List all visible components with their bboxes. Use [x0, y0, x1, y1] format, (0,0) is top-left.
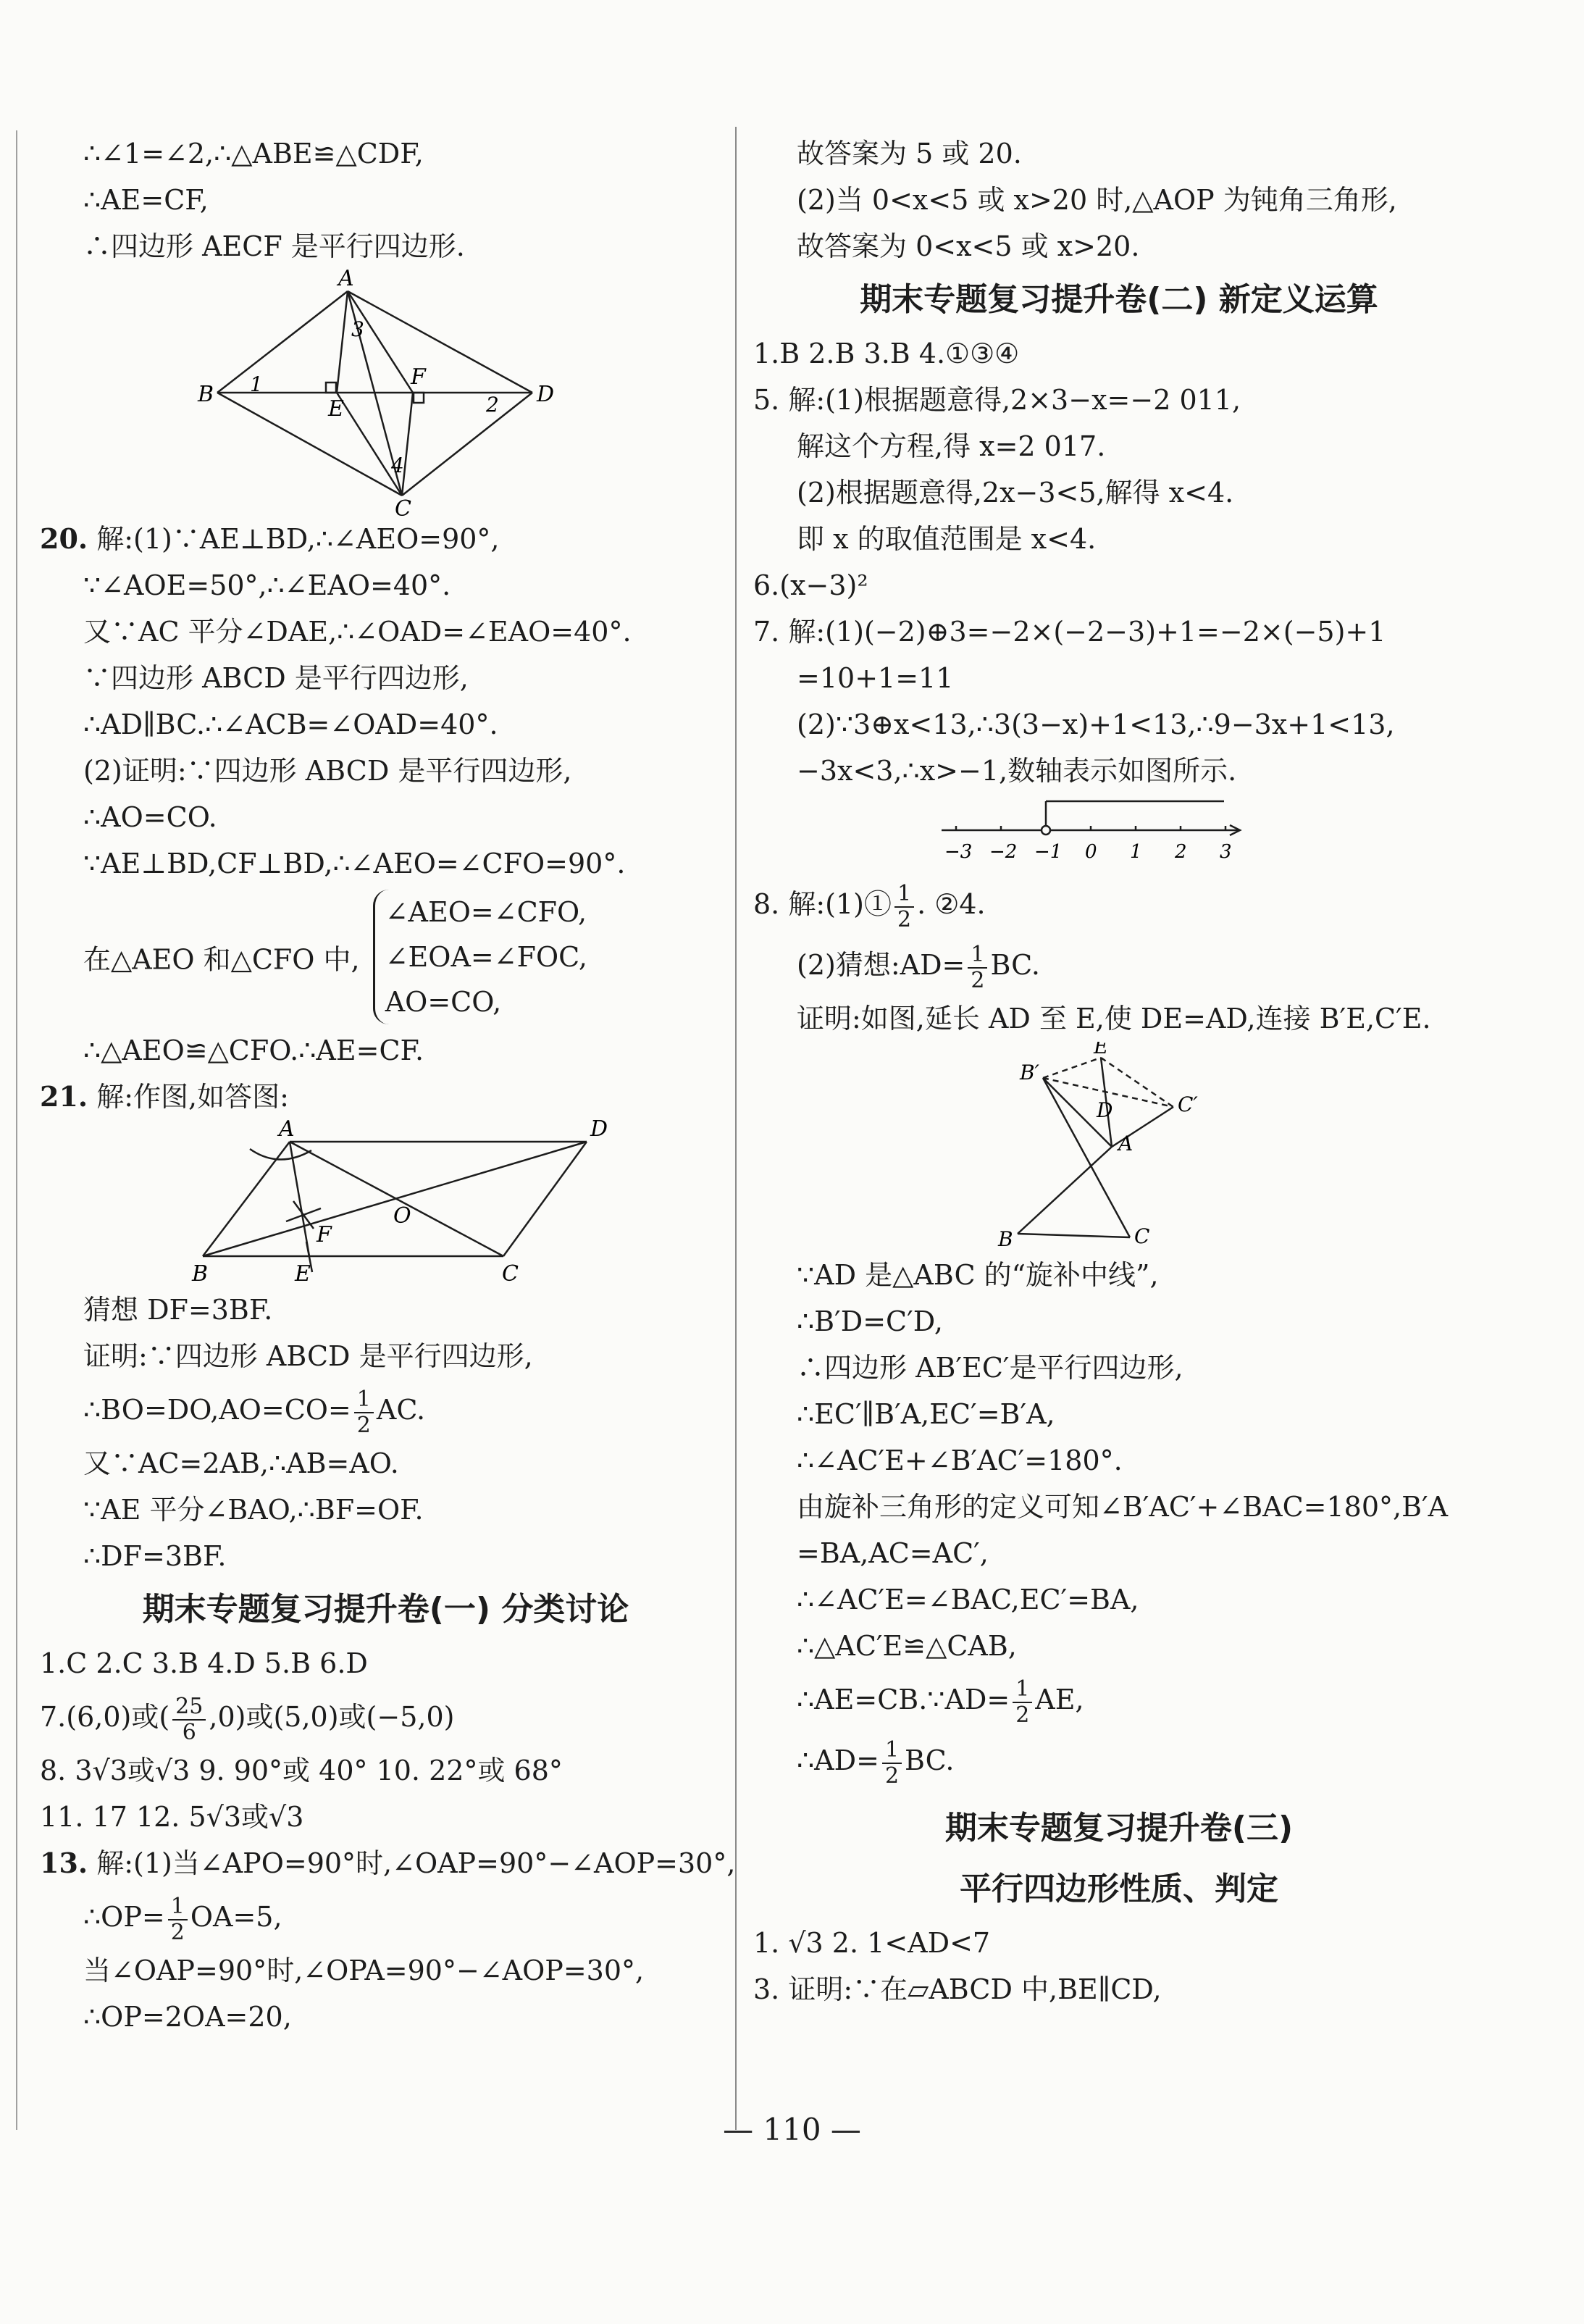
label-d: D	[590, 1120, 608, 1142]
text-line: ∴OP=2OA=20,	[83, 2001, 292, 2033]
column-divider	[735, 127, 737, 2130]
text-line: (2)根据题意得,2x−3<5,解得 x<4.	[797, 477, 1234, 509]
text-fragment: ∴BO=DO,AO=CO=	[83, 1394, 351, 1426]
equation-system-line	[40, 890, 732, 1024]
fraction	[968, 942, 987, 993]
label-f: F	[317, 1222, 332, 1247]
fraction-line	[753, 1669, 1485, 1730]
text-line: 又∵AC 平分∠DAE,∴∠OAD=∠EAO=40°.	[83, 616, 632, 648]
answer-line: 1.B 2.B 3.B 4.①③④	[753, 338, 1020, 369]
text-line: ∴DF=3BF.	[83, 1540, 227, 1572]
text-line: 3. 证明:∵在▱ABCD 中,BE∥CD,	[753, 1973, 1162, 2005]
label-o: O	[393, 1203, 411, 1229]
text-line: (2)证明:∵四边形 ABCD 是平行四边形,	[83, 755, 572, 787]
text-line: 证明:如图,延长 AD 至 E,使 DE=AD,连接 B′E,C′E.	[797, 1003, 1431, 1034]
tick-label: −1	[1034, 841, 1063, 863]
label-f: F	[411, 364, 426, 390]
fraction-line	[753, 935, 1485, 995]
right-column	[753, 130, 1485, 2012]
text-line: −3x<3,∴x>−1,数轴表示如图所示.	[797, 755, 1237, 787]
fraction-numerator: 1	[882, 1738, 902, 1764]
text-line: 证明:∵四边形 ABCD 是平行四边形,	[83, 1340, 533, 1372]
fraction-line	[40, 1379, 732, 1440]
figure-2-svg	[40, 1120, 732, 1287]
fraction-denominator: 2	[971, 967, 985, 993]
tick-label: 2	[1175, 841, 1187, 863]
text-line: ∴AD∥BC.∴∠ACB=∠OAD=40°.	[83, 709, 498, 740]
label-b: B	[198, 382, 214, 407]
section-title: 期末专题复习提升卷(三)	[944, 1810, 1294, 1847]
fraction-numerator: 1	[968, 942, 987, 969]
text-fragment: ∴AE=CB.∵AD=	[797, 1684, 1010, 1715]
text-line: ∴△AC′E≌△CAB,	[797, 1630, 1017, 1662]
text-line: 解:(1)当∠APO=90°时,∠OAP=90°−∠AOP=30°,	[96, 1847, 736, 1879]
text-line: (2)∵3⊕x<13,∴3(3−x)+1<13,∴9−3x+1<13,	[797, 709, 1395, 740]
tick-label: −3	[944, 841, 973, 863]
tick-label: 3	[1220, 841, 1232, 863]
label-c: C	[1134, 1224, 1150, 1248]
text-fragment: (2)猜想:AD=	[797, 949, 965, 981]
label-e: E	[328, 396, 344, 422]
text-line: ∴EC′∥B′A,EC′=B′A,	[797, 1398, 1055, 1430]
question-21	[40, 1074, 732, 1120]
text-fragment: AE,	[1035, 1684, 1084, 1715]
text-fragment: 7.(6,0)或(	[40, 1701, 170, 1733]
text-line: 当∠OAP=90°时,∠OPA=90°−∠AOP=30°,	[83, 1955, 645, 1986]
text-fragment: 8. 解:(1)①	[753, 888, 892, 920]
text-fragment: AC.	[376, 1394, 426, 1426]
number-line-svg	[753, 794, 1485, 874]
label-d: D	[1097, 1098, 1113, 1122]
question-number: 13.	[40, 1847, 88, 1879]
fraction-numerator: 1	[1013, 1677, 1032, 1703]
fraction-line	[40, 1886, 732, 1947]
fraction-numerator: 1	[168, 1894, 188, 1920]
text-line: 5. 解:(1)根据题意得,2×3−x=−2 011,	[753, 384, 1241, 416]
section-subtitle: 平行四边形性质、判定	[960, 1871, 1278, 1907]
figure-rotation-triangle	[753, 1042, 1485, 1252]
fraction-line	[40, 1686, 732, 1747]
label-c: C	[395, 496, 411, 516]
text-line: ∴四边形 AECF 是平行四边形.	[83, 230, 465, 262]
figure-3-svg	[753, 1042, 1485, 1252]
tick-label: 1	[1130, 841, 1142, 863]
fraction-numerator: 1	[354, 1387, 374, 1413]
text-line: 又∵AC=2AB,∴AB=AO.	[83, 1447, 399, 1479]
figure-parallelogram-aecf	[40, 269, 732, 516]
question-number: 21.	[40, 1080, 88, 1113]
label-b: B	[192, 1261, 209, 1287]
text-line: ∵四边形 ABCD 是平行四边形,	[83, 662, 469, 694]
label-e: E	[295, 1261, 311, 1287]
fraction-denominator: 2	[1015, 1702, 1030, 1728]
fraction-denominator: 2	[356, 1412, 371, 1438]
text-fragment: OA=5,	[190, 1901, 282, 1933]
text-line: ∵AD 是△ABC 的“旋补中线”,	[797, 1259, 1159, 1291]
text-line: 即 x 的取值范围是 x<4.	[797, 523, 1097, 555]
figure-parallelogram-abcd	[40, 1120, 732, 1287]
text-line: 解:(1)∵AE⊥BD,∴∠AEO=90°,	[96, 523, 500, 555]
figure-1-svg	[40, 269, 732, 516]
text-fragment: BC.	[990, 949, 1040, 981]
label-c: C	[502, 1261, 519, 1287]
tick-label: 0	[1085, 841, 1097, 863]
text-line: 解:作图,如答图:	[96, 1081, 289, 1113]
tick-label: −2	[989, 841, 1018, 863]
text-line: ∵∠AOE=50°,∴∠EAO=40°.	[83, 569, 451, 601]
text-line: ∴∠1=∠2,∴△ABE≌△CDF,	[83, 138, 424, 170]
fraction	[354, 1387, 374, 1438]
left-margin-rule	[16, 130, 17, 2130]
equation: AO=CO,	[385, 986, 502, 1018]
text-line: ∴AO=CO.	[83, 801, 217, 833]
text-line: ∴∠AC′E+∠B′AC′=180°.	[797, 1445, 1123, 1476]
text-line: 7. 解:(1)(−2)⊕3=−2×(−2−3)+1=−2×(−5)+1	[753, 616, 1386, 648]
fraction-numerator: 25	[172, 1694, 206, 1721]
text-line: =10+1=11	[797, 662, 954, 694]
text-line: ∴AE=CF,	[83, 184, 209, 216]
fraction-denominator: 2	[884, 1763, 900, 1789]
label-e: E	[1094, 1042, 1109, 1058]
text-line: ∵AE 平分∠BAO,∴BF=OF.	[83, 1494, 424, 1526]
text-line: 猜想 DF=3BF.	[83, 1294, 273, 1326]
fraction	[894, 882, 914, 932]
label-c-prime: C′	[1178, 1092, 1198, 1116]
fraction-line	[753, 874, 1485, 935]
text-line: 由旋补三角形的定义可知∠B′AC′+∠BAC=180°,B′A	[797, 1491, 1449, 1523]
figure-number-line	[753, 794, 1485, 874]
text-line: ∴B′D=C′D,	[797, 1305, 943, 1337]
text-fragment: BC.	[905, 1744, 955, 1776]
fraction-line	[753, 1730, 1485, 1791]
label-a: A	[1118, 1132, 1133, 1155]
label-d: D	[537, 382, 555, 407]
answer-line: 11. 17 12. 5√3或√3	[40, 1801, 304, 1833]
answer-line: 1.C 2.C 3.B 4.D 5.B 6.D	[40, 1647, 368, 1679]
question-20	[40, 516, 732, 562]
text-fragment: 在△AEO 和△CFO 中,	[83, 943, 360, 976]
text-line: 故答案为 5 或 20.	[797, 138, 1022, 170]
text-fragment: . ②4.	[917, 888, 986, 920]
equation-system	[373, 890, 587, 1024]
text-line: (2)当 0<x<5 或 x>20 时,△AOP 为钝角三角形,	[797, 184, 1397, 216]
answer-line: 6.(x−3)²	[753, 569, 868, 601]
text-line: ∴四边形 AB′EC′是平行四边形,	[797, 1352, 1183, 1384]
fraction	[1013, 1677, 1032, 1728]
section-title: 期末专题复习提升卷(二) 新定义运算	[860, 281, 1378, 318]
text-fragment: ,0)或(5,0)或(−5,0)	[209, 1701, 455, 1733]
fraction-denominator: 2	[897, 906, 912, 932]
fraction	[168, 1894, 188, 1945]
question-13	[40, 1840, 736, 1886]
question-number: 20.	[40, 522, 88, 555]
text-line: 解这个方程,得 x=2 017.	[797, 430, 1106, 462]
answer-line: 1. √3 2. 1<AD<7	[753, 1927, 991, 1959]
left-column	[40, 130, 736, 2040]
page-number: — 110 —	[723, 2112, 861, 2147]
answer-line: 8. 3√3或√3 9. 90°或 40° 10. 22°或 68°	[40, 1755, 563, 1786]
label-angle-1: 1	[250, 372, 263, 396]
label-angle-2: 2	[486, 393, 499, 417]
fraction-denominator: 6	[182, 1719, 196, 1745]
label-b-prime: B′	[1020, 1061, 1039, 1084]
fraction-denominator: 2	[170, 1919, 185, 1945]
text-line: ∴∠AC′E=∠BAC,EC′=BA,	[797, 1584, 1139, 1615]
fraction-numerator: 1	[894, 882, 914, 908]
label-angle-4: 4	[391, 453, 404, 477]
text-fragment: ∴OP=	[83, 1901, 165, 1933]
section-title: 期末专题复习提升卷(一) 分类讨论	[142, 1591, 629, 1628]
fraction	[172, 1694, 206, 1745]
text-fragment: ∴AD=	[797, 1744, 879, 1776]
text-line: ∴△AEO≌△CFO.∴AE=CF.	[83, 1034, 424, 1066]
equation: ∠AEO=∠CFO,	[385, 896, 587, 928]
label-angle-3: 3	[351, 317, 364, 341]
label-a: A	[279, 1120, 295, 1142]
equation: ∠EOA=∠FOC,	[385, 941, 587, 973]
label-a: A	[338, 269, 354, 291]
text-line: ∵AE⊥BD,CF⊥BD,∴∠AEO=∠CFO=90°.	[83, 848, 626, 879]
fraction	[882, 1738, 902, 1789]
label-b: B	[998, 1227, 1013, 1251]
text-line: 故答案为 0<x<5 或 x>20.	[797, 230, 1140, 262]
text-line: =BA,AC=AC′,	[797, 1537, 989, 1569]
